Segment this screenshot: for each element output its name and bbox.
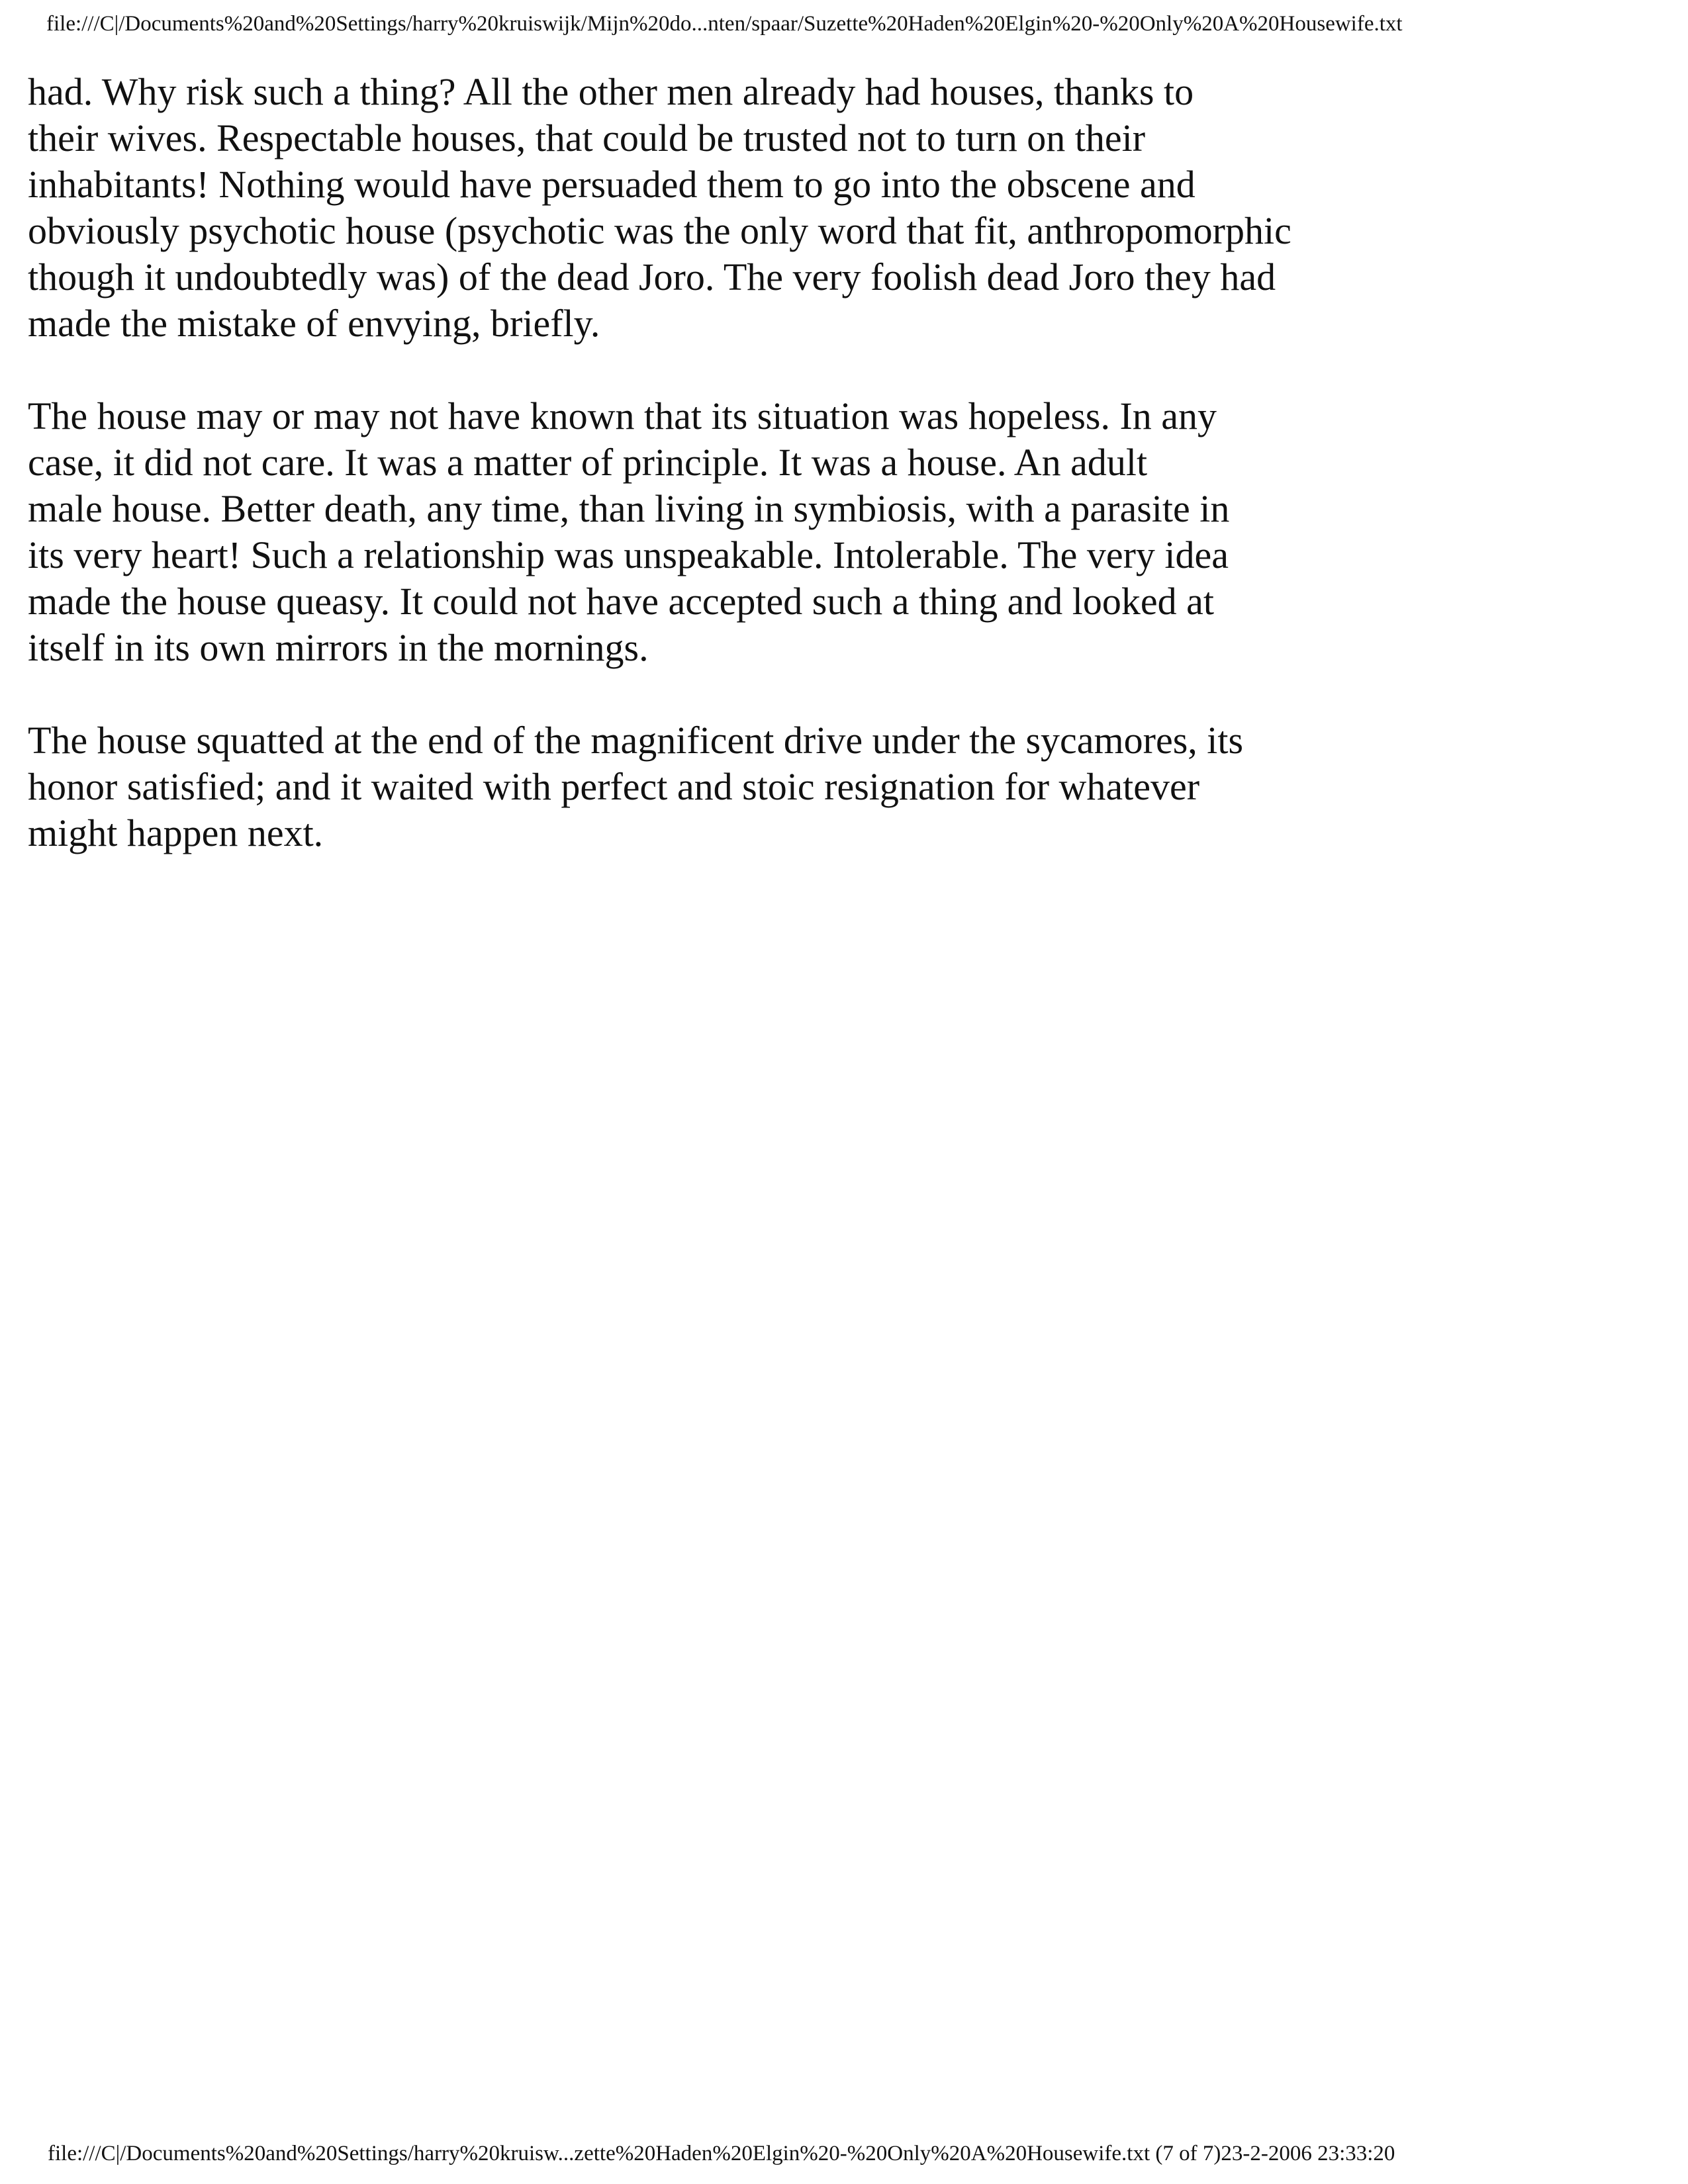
text-line: case, it did not care. It was a matter of principle. It was a house. An adult bbox=[28, 441, 1148, 484]
footer-file-path-page-info: file:///C|/Documents%20and%20Settings/harry%20kruisw...zette%20Haden%20Elgin%20-%20Only%20A%20Housewife.txt (7 of 7)23-2-2006 23:33:20 bbox=[48, 2142, 1395, 2165]
text-line: made the house queasy. It could not have accepted such a thing and looked at bbox=[28, 580, 1215, 623]
paragraph-1 bbox=[28, 69, 1352, 347]
text-line: its very heart! Such a relationship was unspeakable. Intolerable. The very idea bbox=[28, 533, 1229, 576]
text-line: itself in its own mirrors in the mornings. bbox=[28, 626, 649, 669]
text-line: honor satisfied; and it waited with perfect and stoic resignation for whatever bbox=[28, 765, 1200, 808]
document-body bbox=[28, 69, 1352, 903]
text-line: The house may or may not have known that its situation was hopeless. In any bbox=[28, 394, 1217, 437]
text-line: male house. Better death, any time, than living in symbiosis, with a parasite in bbox=[28, 487, 1230, 530]
text-line: their wives. Respectable houses, that could be trusted not to turn on their bbox=[28, 116, 1146, 159]
header-file-path: file:///C|/Documents%20and%20Settings/harry%20kruiswijk/Mijn%20do...nten/spaar/Suzette%20Haden%20Elgin%20-%20Only%20A%20Housewife.txt bbox=[46, 12, 1403, 36]
text-line: inhabitants! Nothing would have persuaded them to go into the obscene and bbox=[28, 163, 1196, 206]
text-line: The house squatted at the end of the magnificent drive under the sycamores, its bbox=[28, 719, 1244, 762]
paragraph-3 bbox=[28, 717, 1352, 856]
text-line: might happen next. bbox=[28, 811, 324, 854]
text-line: though it undoubtedly was) of the dead Joro. The very foolish dead Joro they had bbox=[28, 255, 1276, 298]
text-line: obviously psychotic house (psychotic was the only word that fit, anthropomorphic bbox=[28, 209, 1291, 252]
paragraph-2 bbox=[28, 393, 1352, 671]
text-line: made the mistake of envying, briefly. bbox=[28, 302, 600, 345]
text-line: had. Why risk such a thing? All the other men already had houses, thanks to bbox=[28, 70, 1194, 113]
